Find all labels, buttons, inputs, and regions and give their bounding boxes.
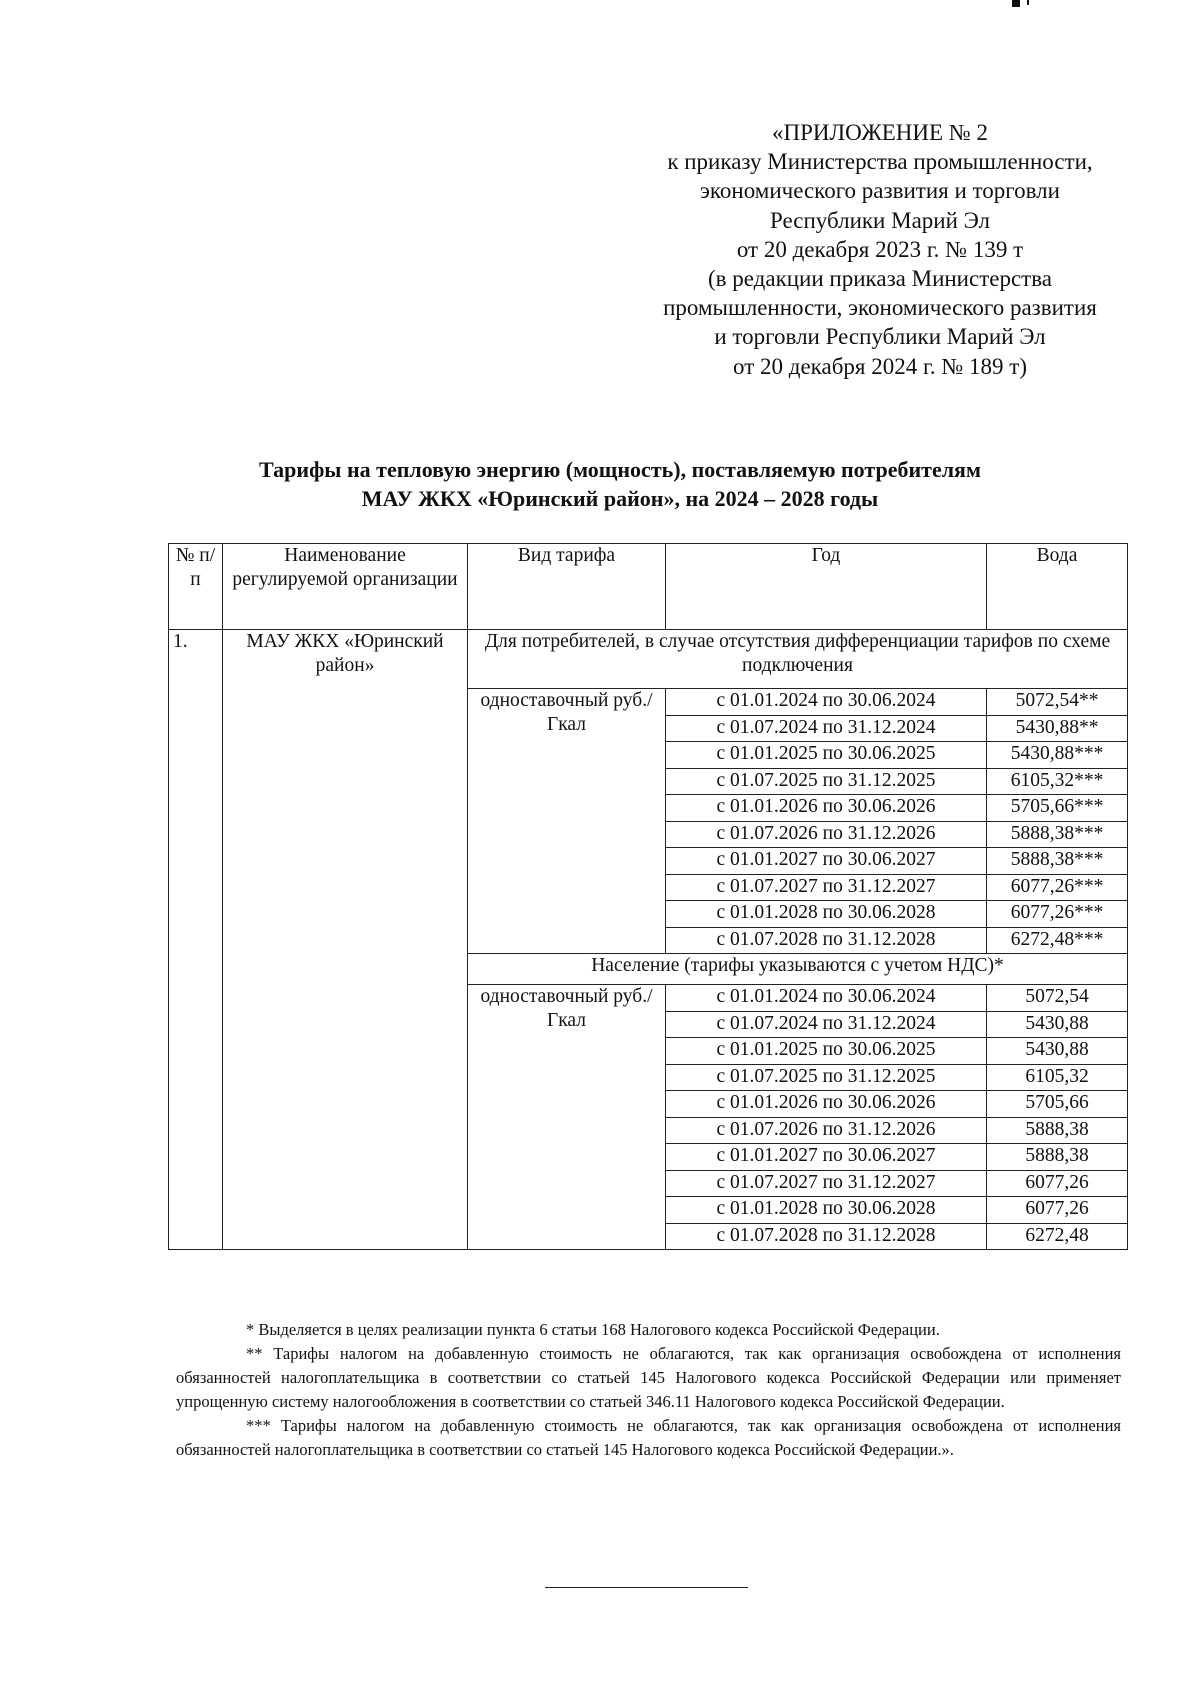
tariff-type: одноставочный руб./Гкал <box>468 689 666 954</box>
document-title <box>160 455 1080 513</box>
tariff-type: одноставочный руб./Гкал <box>468 985 666 1250</box>
tariff-value-cell: 5430,88** <box>987 715 1128 742</box>
appendix-line: и торговли Республики Марий Эл <box>714 324 1046 350</box>
tariff-value-cell: 6272,48 <box>987 1223 1128 1250</box>
tariff-value-cell: 5705,66 <box>987 1091 1128 1118</box>
appendix-header <box>600 118 1160 381</box>
tariff-value-cell: 6105,32 <box>987 1064 1128 1091</box>
tariff-value-cell: 6077,26*** <box>987 901 1128 928</box>
tariff-value-cell: 6077,26 <box>987 1197 1128 1224</box>
header-num: № п/п <box>169 544 223 630</box>
period-cell: с 01.07.2027 по 31.12.2027 <box>666 1170 987 1197</box>
group-label-row <box>169 630 1128 689</box>
header-tariff-type: Вид тарифа <box>468 544 666 630</box>
period-cell: с 01.01.2025 по 30.06.2025 <box>666 742 987 769</box>
footnote-2: ** Тарифы налогом на добавленную стоимость не облагаются, так как организация освобождена от исполнения обязанностей налогоплательщика в соответствии со статьей 145 Налогового кодекса Российской Федерации или применяет упрощенную систему налогообложения в соответствии со статьей 346.11 Налогового кодекса Российской Федерации. <box>176 1344 1121 1411</box>
organization-name: МАУ ЖКХ «Юринский район» <box>223 630 468 1250</box>
tariff-value-cell: 5430,88*** <box>987 742 1128 769</box>
tariff-value-cell: 5888,38*** <box>987 821 1128 848</box>
tariff-value-cell: 5072,54** <box>987 689 1128 716</box>
period-cell: с 01.07.2028 по 31.12.2028 <box>666 927 987 954</box>
scan-corner-tick <box>1027 0 1029 5</box>
tariff-table <box>168 543 1128 1250</box>
appendix-line: от 20 декабря 2024 г. № 189 т) <box>733 353 1027 379</box>
tariff-value-cell: 5705,66*** <box>987 795 1128 822</box>
group-label: Для потребителей, в случае отсутствия дифференциации тарифов по схеме подключения <box>468 630 1128 689</box>
footnote-3: *** Тарифы налогом на добавленную стоимость не облагаются, так как организация освобождена от исполнения обязанностей налогоплательщика в соответствии со статьей 145 Налогового кодекса Российской Федерации.». <box>176 1416 1121 1459</box>
period-cell: с 01.07.2027 по 31.12.2027 <box>666 874 987 901</box>
tariff-value-cell: 5430,88 <box>987 1011 1128 1038</box>
period-cell: с 01.07.2025 по 31.12.2025 <box>666 768 987 795</box>
period-cell: с 01.01.2024 по 30.06.2024 <box>666 985 987 1012</box>
tariff-value-cell: 5888,38 <box>987 1117 1128 1144</box>
period-cell: с 01.01.2028 по 30.06.2028 <box>666 901 987 928</box>
row-number: 1. <box>169 630 223 1250</box>
footnote-1: * Выделяется в целях реализации пункта 6 статьи 168 Налогового кодекса Российской Федерации. <box>246 1320 940 1339</box>
appendix-line: «ПРИЛОЖЕНИЕ № 2 <box>771 120 989 145</box>
period-cell: с 01.07.2026 по 31.12.2026 <box>666 821 987 848</box>
period-cell: с 01.01.2024 по 30.06.2024 <box>666 689 987 716</box>
header-year: Год <box>666 544 987 630</box>
appendix-line: (в редакции приказа Министерства <box>707 266 1052 292</box>
tariff-value-cell: 5888,38 <box>987 1144 1128 1171</box>
group-label: Население (тарифы указываются с учетом НДС)* <box>468 954 1128 985</box>
period-cell: с 01.07.2028 по 31.12.2028 <box>666 1223 987 1250</box>
table-header-row <box>169 544 1128 630</box>
tariff-value-cell: 6272,48*** <box>987 927 1128 954</box>
period-cell: с 01.07.2024 по 31.12.2024 <box>666 1011 987 1038</box>
period-cell: с 01.07.2026 по 31.12.2026 <box>666 1117 987 1144</box>
scan-corner-mark <box>1012 0 1020 7</box>
period-cell: с 01.01.2025 по 30.06.2025 <box>666 1038 987 1065</box>
period-cell: с 01.01.2026 по 30.06.2026 <box>666 1091 987 1118</box>
tariff-value-cell: 6077,26*** <box>987 874 1128 901</box>
period-cell: с 01.01.2026 по 30.06.2026 <box>666 795 987 822</box>
period-cell: с 01.07.2025 по 31.12.2025 <box>666 1064 987 1091</box>
tariff-value-cell: 6077,26 <box>987 1170 1128 1197</box>
tariff-value-cell: 6105,32*** <box>987 768 1128 795</box>
tariff-value-cell: 5430,88 <box>987 1038 1128 1065</box>
period-cell: с 01.01.2027 по 30.06.2027 <box>666 1144 987 1171</box>
appendix-line: к приказу Министерства промышленности, <box>667 149 1093 175</box>
tariff-value-cell: 5888,38*** <box>987 848 1128 875</box>
tariff-value-cell: 5072,54 <box>987 985 1128 1012</box>
title-line-1: Тарифы на тепловую энергию (мощность), поставляемую потребителям <box>259 457 981 482</box>
period-cell: с 01.07.2024 по 31.12.2024 <box>666 715 987 742</box>
appendix-line: экономического развития и торговли <box>700 178 1060 204</box>
footnotes <box>176 1318 1121 1462</box>
title-line-2: МАУ ЖКХ «Юринский район», на 2024 – 2028 годы <box>361 486 879 511</box>
period-cell: с 01.01.2028 по 30.06.2028 <box>666 1197 987 1224</box>
appendix-line: Республики Марий Эл <box>769 207 991 233</box>
bottom-rule <box>545 1587 748 1588</box>
header-org: Наименование регулируемой организации <box>223 544 468 630</box>
period-cell: с 01.01.2027 по 30.06.2027 <box>666 848 987 875</box>
appendix-line: от 20 декабря 2023 г. № 139 т <box>736 236 1024 262</box>
appendix-line: промышленности, экономического развития <box>663 295 1097 321</box>
header-water: Вода <box>987 544 1128 630</box>
